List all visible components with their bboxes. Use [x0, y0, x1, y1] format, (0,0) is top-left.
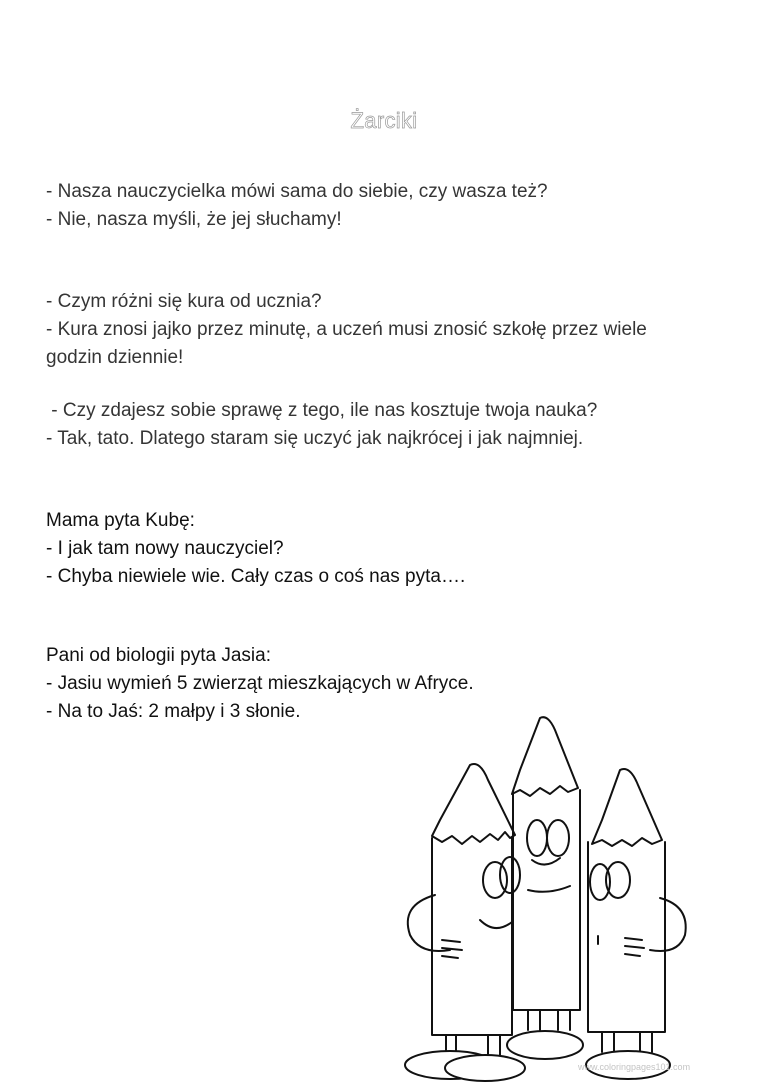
joke-line: - Czy zdajesz sobie sprawę z tego, ile nas kosztuje twoja nauka?: [46, 400, 598, 421]
joke-line: - Na to Jaś: 2 małpy i 3 słonie.: [46, 701, 301, 722]
joke-line: - Kura znosi jajko przez minutę, a uczeń musi znosić szkołę przez wiele: [46, 319, 647, 340]
joke-line: - Jasiu wymień 5 zwierząt mieszkających w Afryce.: [46, 673, 474, 694]
middle-pencil-icon: [507, 717, 583, 1059]
pencils-illustration: [380, 710, 700, 1082]
right-pencil-icon: [586, 769, 686, 1079]
joke-line: - I jak tam nowy nauczyciel?: [46, 538, 284, 559]
joke-line: - Tak, tato. Dlatego staram się uczyć jak najkrócej i jak najmniej.: [46, 428, 584, 449]
joke-line: - Chyba niewiele wie. Cały czas o coś nas pyta….: [46, 566, 466, 587]
joke-line: godzin dziennie!: [46, 347, 184, 368]
joke-line: - Nasza nauczycielka mówi sama do siebie, czy wasza też?: [46, 181, 548, 202]
watermark: www.coloringpages101.com: [578, 1062, 691, 1072]
joke-line: Pani od biologii pyta Jasia:: [46, 645, 271, 666]
left-pencil-icon: [405, 764, 525, 1081]
document-title: Żarciki: [350, 108, 418, 133]
joke-line: - Nie, nasza myśli, że jej słuchamy!: [46, 209, 342, 230]
joke-line: - Czym różni się kura od ucznia?: [46, 291, 322, 312]
joke-line: Mama pyta Kubę:: [46, 510, 195, 531]
